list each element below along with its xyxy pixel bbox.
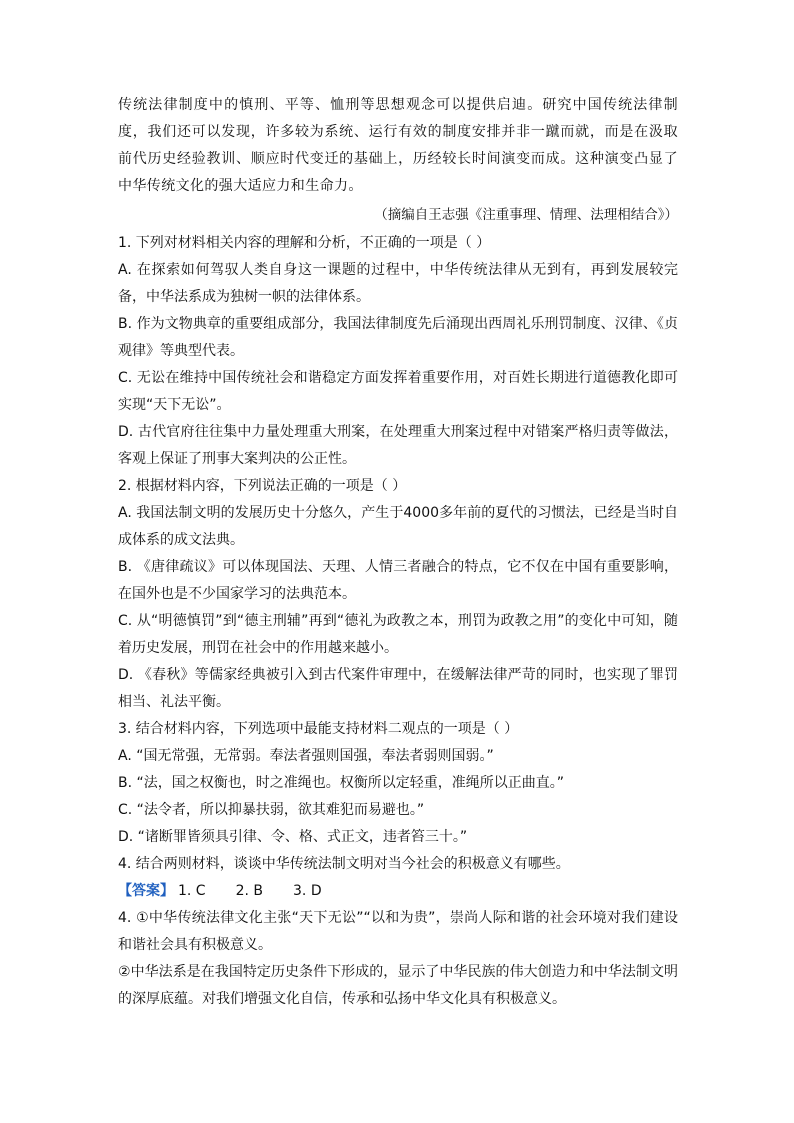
- question-stem: 3. 结合材料内容，下列选项中最能支持材料二观点的一项是（ ）: [118, 721, 519, 737]
- answer-1: 1. C: [178, 883, 206, 899]
- option-d: D. “诸断罪皆须具引律、令、格、式正文，违者笞三十。”: [118, 829, 468, 845]
- option-b: B. “法，国之权衡也，时之准绳也。权衡所以定轻重，准绳所以正曲直。”: [118, 775, 565, 791]
- question-stem: 4. 结合两则材料，谈谈中华传统法制文明对当今社会的积极意义有哪些。: [118, 856, 570, 872]
- question-1: [118, 230, 678, 473]
- answer-3: 3. D: [293, 883, 322, 899]
- question-2: [118, 473, 678, 716]
- option-b: B. 《唐律疏议》可以体现国法、天理、人情三者融合的特点，它不仅在中国有重要影响，在国外也是不少国家学习的法典范本。: [118, 559, 678, 602]
- option-a: A. 我国法制文明的发展历史十分悠久，产生于4000多年前的夏代的习惯法，已经是当时自成体系的成文法典。: [118, 505, 678, 548]
- answer-2: 2. B: [235, 883, 264, 899]
- passage-source: （摘编自王志强《注重事理、情理、法理相结合》）: [374, 207, 678, 223]
- document-page: [118, 92, 678, 1013]
- option-b: B. 作为文物典章的重要组成部分，我国法律制度先后涌现出西周礼乐刑罚制度、汉律、《贞观律》等典型代表。: [118, 316, 678, 359]
- option-c: C. 无讼在维持中国传统社会和谐稳定方面发挥着重要作用，对百姓长期进行道德教化即可实现“天下无讼”。: [118, 370, 678, 413]
- option-a: A. “国无常强，无常弱。奉法者强则国强，奉法者弱则国弱。”: [118, 748, 494, 764]
- answer-line: [118, 878, 678, 905]
- question-3: [118, 716, 678, 851]
- option-a: A. 在探索如何驾驭人类自身这一课题的过程中，中华传统法律从无到有，再到发展较完备，中华法系成为独树一帜的法律体系。: [118, 262, 678, 305]
- passage: [118, 92, 678, 228]
- option-c: C. 从“明德慎罚”到“德主刑辅”再到“德礼为政教之本，刑罚为政教之用”的变化中可知，随着历史发展，刑罚在社会中的作用越来越小。: [118, 613, 678, 656]
- explanation-point-2: ②中华法系是在我国特定历史条件下形成的，显示了中华民族的伟大创造力和中华法制文明的深厚底蕴。对我们增强文化自信，传承和弘扬中华文化具有积极意义。: [118, 964, 678, 1007]
- option-c: C. “法令者，所以抑暴扶弱，欲其难犯而易避也。”: [118, 802, 425, 818]
- option-d: D. 古代官府往往集中力量处理重大刑案，在处理重大刑案过程中对错案严格归责等做法，客观上保证了刑事大案判决的公正性。: [118, 424, 678, 467]
- explanation: [118, 905, 678, 1013]
- option-d: D. 《春秋》等儒家经典被引入到古代案件审理中，在缓解法律严苛的同时，也实现了罪罚相当、礼法平衡。: [118, 667, 678, 710]
- question-4: [118, 851, 678, 878]
- question-stem: 2. 根据材料内容，下列说法正确的一项是（ ）: [118, 478, 407, 494]
- question-stem: 1. 下列对材料相关内容的理解和分析，不正确的一项是（ ）: [118, 235, 491, 251]
- passage-text: 传统法律制度中的慎刑、平等、恤刑等思想观念可以提供启迪。研究中国传统法律制度，我们还可以发现，许多较为系统、运行有效的制度安排并非一蹴而就，而是在汲取前代历史经验教训、顺应时代变迁的基础上，历经较长时间演变而成。这种演变凸显了中华传统文化的强大适应力和生命力。: [118, 97, 678, 194]
- explanation-point-1: 4. ①中华传统法律文化主张“天下无讼”“以和为贵”，崇尚人际和谐的社会环境对我们建设和谐社会具有积极意义。: [118, 910, 678, 953]
- answer-tag: 【答案】: [118, 883, 174, 899]
